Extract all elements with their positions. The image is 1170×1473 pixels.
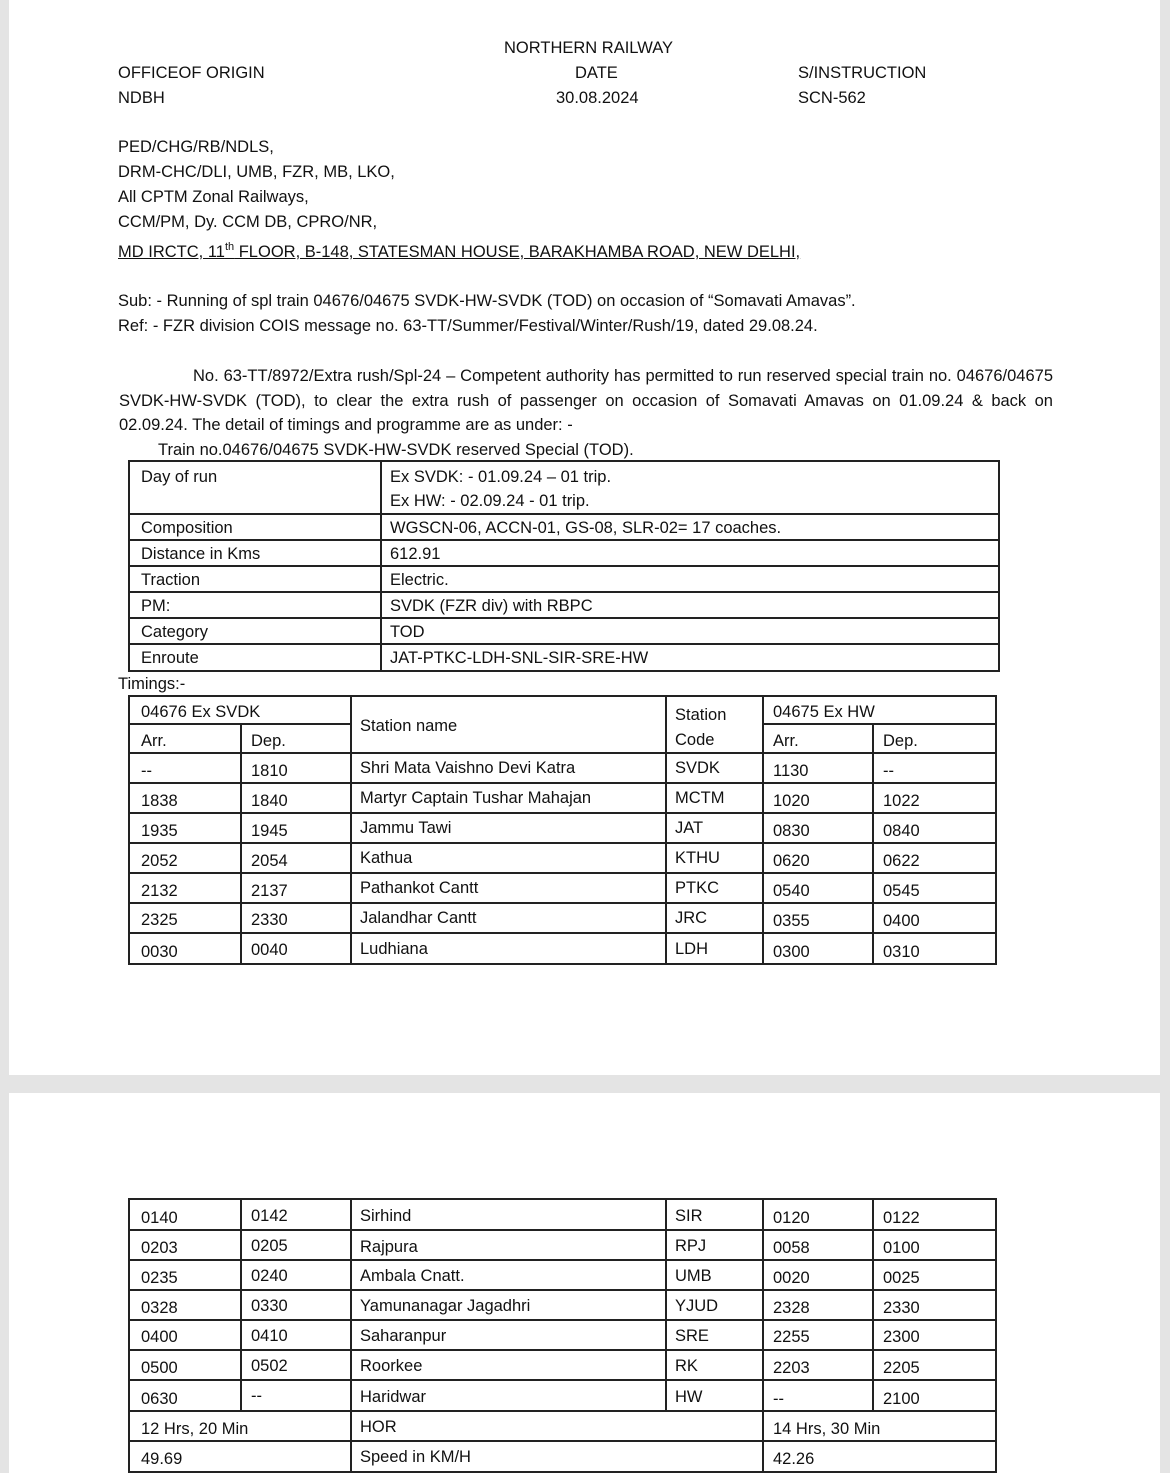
station-code-cell: SRE xyxy=(675,1327,709,1345)
up-train-header: 04676 Ex SVDK xyxy=(141,703,261,721)
down-arr-cell: 2203 xyxy=(773,1359,810,1377)
document-page-1 xyxy=(9,0,1160,1075)
up-dep-cell: 1840 xyxy=(251,792,288,810)
down-dep-cell: 0122 xyxy=(883,1209,920,1227)
office-label: OFFICEOF ORIGIN xyxy=(118,64,265,82)
dep-header: Dep. xyxy=(251,732,286,750)
addressee-line: CCM/PM, Dy. CCM DB, CPRO/NR, xyxy=(118,213,378,231)
down-dep-cell: 1022 xyxy=(883,792,920,810)
dep-header: Dep. xyxy=(883,732,918,750)
date-value: 30.08.2024 xyxy=(556,89,639,107)
station-name-header: Station name xyxy=(360,717,458,735)
up-dep-cell: -- xyxy=(251,1387,262,1405)
timetable-page-2 xyxy=(128,1198,997,1473)
station-name-cell: Kathua xyxy=(360,849,413,867)
timings-label: Timings:- xyxy=(118,675,186,693)
up-dep-cell: 2054 xyxy=(251,852,288,870)
info-label: Category xyxy=(141,623,208,641)
station-code-cell: JAT xyxy=(675,819,704,837)
up-arr-cell: 0140 xyxy=(141,1209,178,1227)
hor-down-value: 14 Hrs, 30 Min xyxy=(773,1420,881,1438)
addressee-line: All CPTM Zonal Railways, xyxy=(118,188,309,206)
up-arr-cell: 0203 xyxy=(141,1239,178,1257)
station-name-cell: Martyr Captain Tushar Mahajan xyxy=(360,789,592,807)
document-page-2 xyxy=(9,1093,1160,1473)
up-arr-cell: 0400 xyxy=(141,1328,178,1346)
station-code-cell: HW xyxy=(675,1388,703,1406)
station-name-cell: Jalandhar Cantt xyxy=(360,909,477,927)
up-arr-cell: 2132 xyxy=(141,882,178,900)
down-dep-cell: 0840 xyxy=(883,822,920,840)
speed-down-value: 42.26 xyxy=(773,1450,815,1468)
down-arr-cell: 1020 xyxy=(773,792,810,810)
down-train-header: 04675 Ex HW xyxy=(773,703,875,721)
up-dep-cell: 0040 xyxy=(251,941,288,959)
down-arr-cell: 0120 xyxy=(773,1209,810,1227)
station-name-cell: Ambala Cnatt. xyxy=(360,1267,465,1285)
up-arr-cell: 0030 xyxy=(141,943,178,961)
station-code-cell: SVDK xyxy=(675,759,720,777)
up-dep-cell: 2330 xyxy=(251,911,288,929)
station-code-cell: YJUD xyxy=(675,1297,719,1315)
up-arr-cell: 1935 xyxy=(141,822,178,840)
train-info-table xyxy=(128,460,1000,672)
info-label: Traction xyxy=(141,571,200,589)
up-arr-cell: 2052 xyxy=(141,852,178,870)
subject-line: Sub: - Running of spl train 04676/04675 SVDK-HW-SVDK (TOD) on occasion of “Somavati Amavas”. xyxy=(118,292,856,310)
down-arr-cell: -- xyxy=(773,1390,784,1408)
up-arr-cell: 0328 xyxy=(141,1299,178,1317)
up-dep-cell: 0502 xyxy=(251,1357,288,1375)
up-dep-cell: 0205 xyxy=(251,1237,288,1255)
railway-name: NORTHERN RAILWAY xyxy=(504,39,673,57)
addressee-line: DRM-CHC/DLI, UMB, FZR, MB, LKO, xyxy=(118,163,395,181)
up-arr-cell: 0235 xyxy=(141,1269,178,1287)
info-label: Composition xyxy=(141,519,233,537)
down-dep-cell: -- xyxy=(883,762,894,780)
station-name-cell: Sirhind xyxy=(360,1207,412,1225)
station-name-cell: Yamunanagar Jagadhri xyxy=(360,1297,531,1315)
down-dep-cell: 2300 xyxy=(883,1328,920,1346)
up-dep-cell: 2137 xyxy=(251,882,288,900)
reference-line: Ref: - FZR division COIS message no. 63-TT/Summer/Festival/Winter/Rush/19, dated 29.08.24. xyxy=(118,317,818,335)
up-dep-cell: 1945 xyxy=(251,822,288,840)
info-value: SVDK (FZR div) with RBPC xyxy=(390,597,593,615)
addressee-line: PED/CHG/RB/NDLS, xyxy=(118,138,274,156)
station-code-cell: RK xyxy=(675,1357,698,1375)
station-name-cell: Jammu Tawi xyxy=(360,819,452,837)
down-dep-cell: 2100 xyxy=(883,1390,920,1408)
up-arr-cell: 1838 xyxy=(141,792,178,810)
station-name-cell: Rajpura xyxy=(360,1238,418,1256)
station-code-header: Code xyxy=(675,731,715,749)
station-name-cell: Pathankot Cantt xyxy=(360,879,479,897)
day-of-run-label: Day of run xyxy=(141,468,218,486)
down-arr-cell: 2328 xyxy=(773,1299,810,1317)
station-code-cell: SIR xyxy=(675,1207,703,1225)
info-value: WGSCN-06, ACCN-01, GS-08, SLR-02= 17 coaches. xyxy=(390,519,782,537)
station-code-cell: RPJ xyxy=(675,1237,707,1255)
station-code-cell: UMB xyxy=(675,1267,712,1285)
hor-label: HOR xyxy=(360,1418,397,1436)
md-irctc-address: MD IRCTC, 11th FLOOR, B-148, STATESMAN HOUSE, BARAKHAMBA ROAD, NEW DELHI, xyxy=(118,241,801,261)
up-dep-cell: 1810 xyxy=(251,762,288,780)
up-arr-cell: 0630 xyxy=(141,1390,178,1408)
info-label: Enroute xyxy=(141,649,199,667)
speed-up-value: 49.69 xyxy=(141,1450,183,1468)
timetable-page-1 xyxy=(128,695,997,965)
down-dep-cell: 0310 xyxy=(883,943,920,961)
train-title: Train no.04676/04675 SVDK-HW-SVDK reserved Special (TOD). xyxy=(158,441,634,459)
down-arr-cell: 1130 xyxy=(773,762,809,780)
up-arr-cell: 2325 xyxy=(141,911,178,929)
up-arr-cell: -- xyxy=(141,762,152,780)
body-paragraph: No. 63-TT/8972/Extra rush/Spl-24 – Competent authority has permitted to run reserved special train no. 04676/04675 SVDK-HW-SVDK (TOD), to clear the extra rush of passenger on occasion of Somavati Amavas on 01.09.24 & back on 02.09.24. The detail of timings and programme are as under: - xyxy=(119,367,1053,434)
info-label: Distance in Kms xyxy=(141,545,261,563)
info-value: TOD xyxy=(390,623,425,641)
office-value: NDBH xyxy=(118,89,165,107)
down-arr-cell: 0020 xyxy=(773,1269,810,1287)
down-arr-cell: 0300 xyxy=(773,943,810,961)
up-dep-cell: 0410 xyxy=(251,1327,288,1345)
info-value: 612.91 xyxy=(390,545,441,563)
station-code-cell: LDH xyxy=(675,940,709,958)
down-arr-cell: 0355 xyxy=(773,912,810,930)
station-name-cell: Ludhiana xyxy=(360,940,428,958)
station-code-cell: PTKC xyxy=(675,879,720,897)
up-arr-cell: 0500 xyxy=(141,1359,178,1377)
station-name-cell: Haridwar xyxy=(360,1388,427,1406)
station-code-cell: MCTM xyxy=(675,789,725,807)
hor-up-value: 12 Hrs, 20 Min xyxy=(141,1420,249,1438)
down-arr-cell: 2255 xyxy=(773,1328,810,1346)
instruction-label: S/INSTRUCTION xyxy=(798,64,927,82)
date-label: DATE xyxy=(575,64,618,82)
arr-header: Arr. xyxy=(773,732,799,750)
down-arr-cell: 0830 xyxy=(773,822,810,840)
station-code-header: Station xyxy=(675,706,727,724)
down-dep-cell: 2330 xyxy=(883,1299,920,1317)
down-dep-cell: 0545 xyxy=(883,882,920,900)
info-value: Electric. xyxy=(390,571,449,589)
day-of-run-value: Ex HW: - 02.09.24 - 01 trip. xyxy=(390,492,590,510)
station-code-cell: KTHU xyxy=(675,849,720,867)
down-arr-cell: 0540 xyxy=(773,882,810,900)
arr-header: Arr. xyxy=(141,732,167,750)
station-name-cell: Saharanpur xyxy=(360,1327,447,1345)
up-dep-cell: 0142 xyxy=(251,1207,288,1225)
down-dep-cell: 0025 xyxy=(883,1269,920,1287)
info-value: JAT-PTKC-LDH-SNL-SIR-SRE-HW xyxy=(390,649,649,667)
speed-label: Speed in KM/H xyxy=(360,1448,471,1466)
instruction-value: SCN-562 xyxy=(798,89,866,107)
station-code-cell: JRC xyxy=(675,909,708,927)
down-dep-cell: 0100 xyxy=(883,1239,920,1257)
down-arr-cell: 0058 xyxy=(773,1239,810,1257)
down-arr-cell: 0620 xyxy=(773,852,810,870)
up-dep-cell: 0240 xyxy=(251,1267,288,1285)
station-name-cell: Shri Mata Vaishno Devi Katra xyxy=(360,759,576,777)
down-dep-cell: 0400 xyxy=(883,912,920,930)
down-dep-cell: 0622 xyxy=(883,852,920,870)
station-name-cell: Roorkee xyxy=(360,1357,423,1375)
day-of-run-value: Ex SVDK: - 01.09.24 – 01 trip. xyxy=(390,468,612,486)
up-dep-cell: 0330 xyxy=(251,1297,288,1315)
info-label: PM: xyxy=(141,597,171,615)
down-dep-cell: 2205 xyxy=(883,1359,920,1377)
